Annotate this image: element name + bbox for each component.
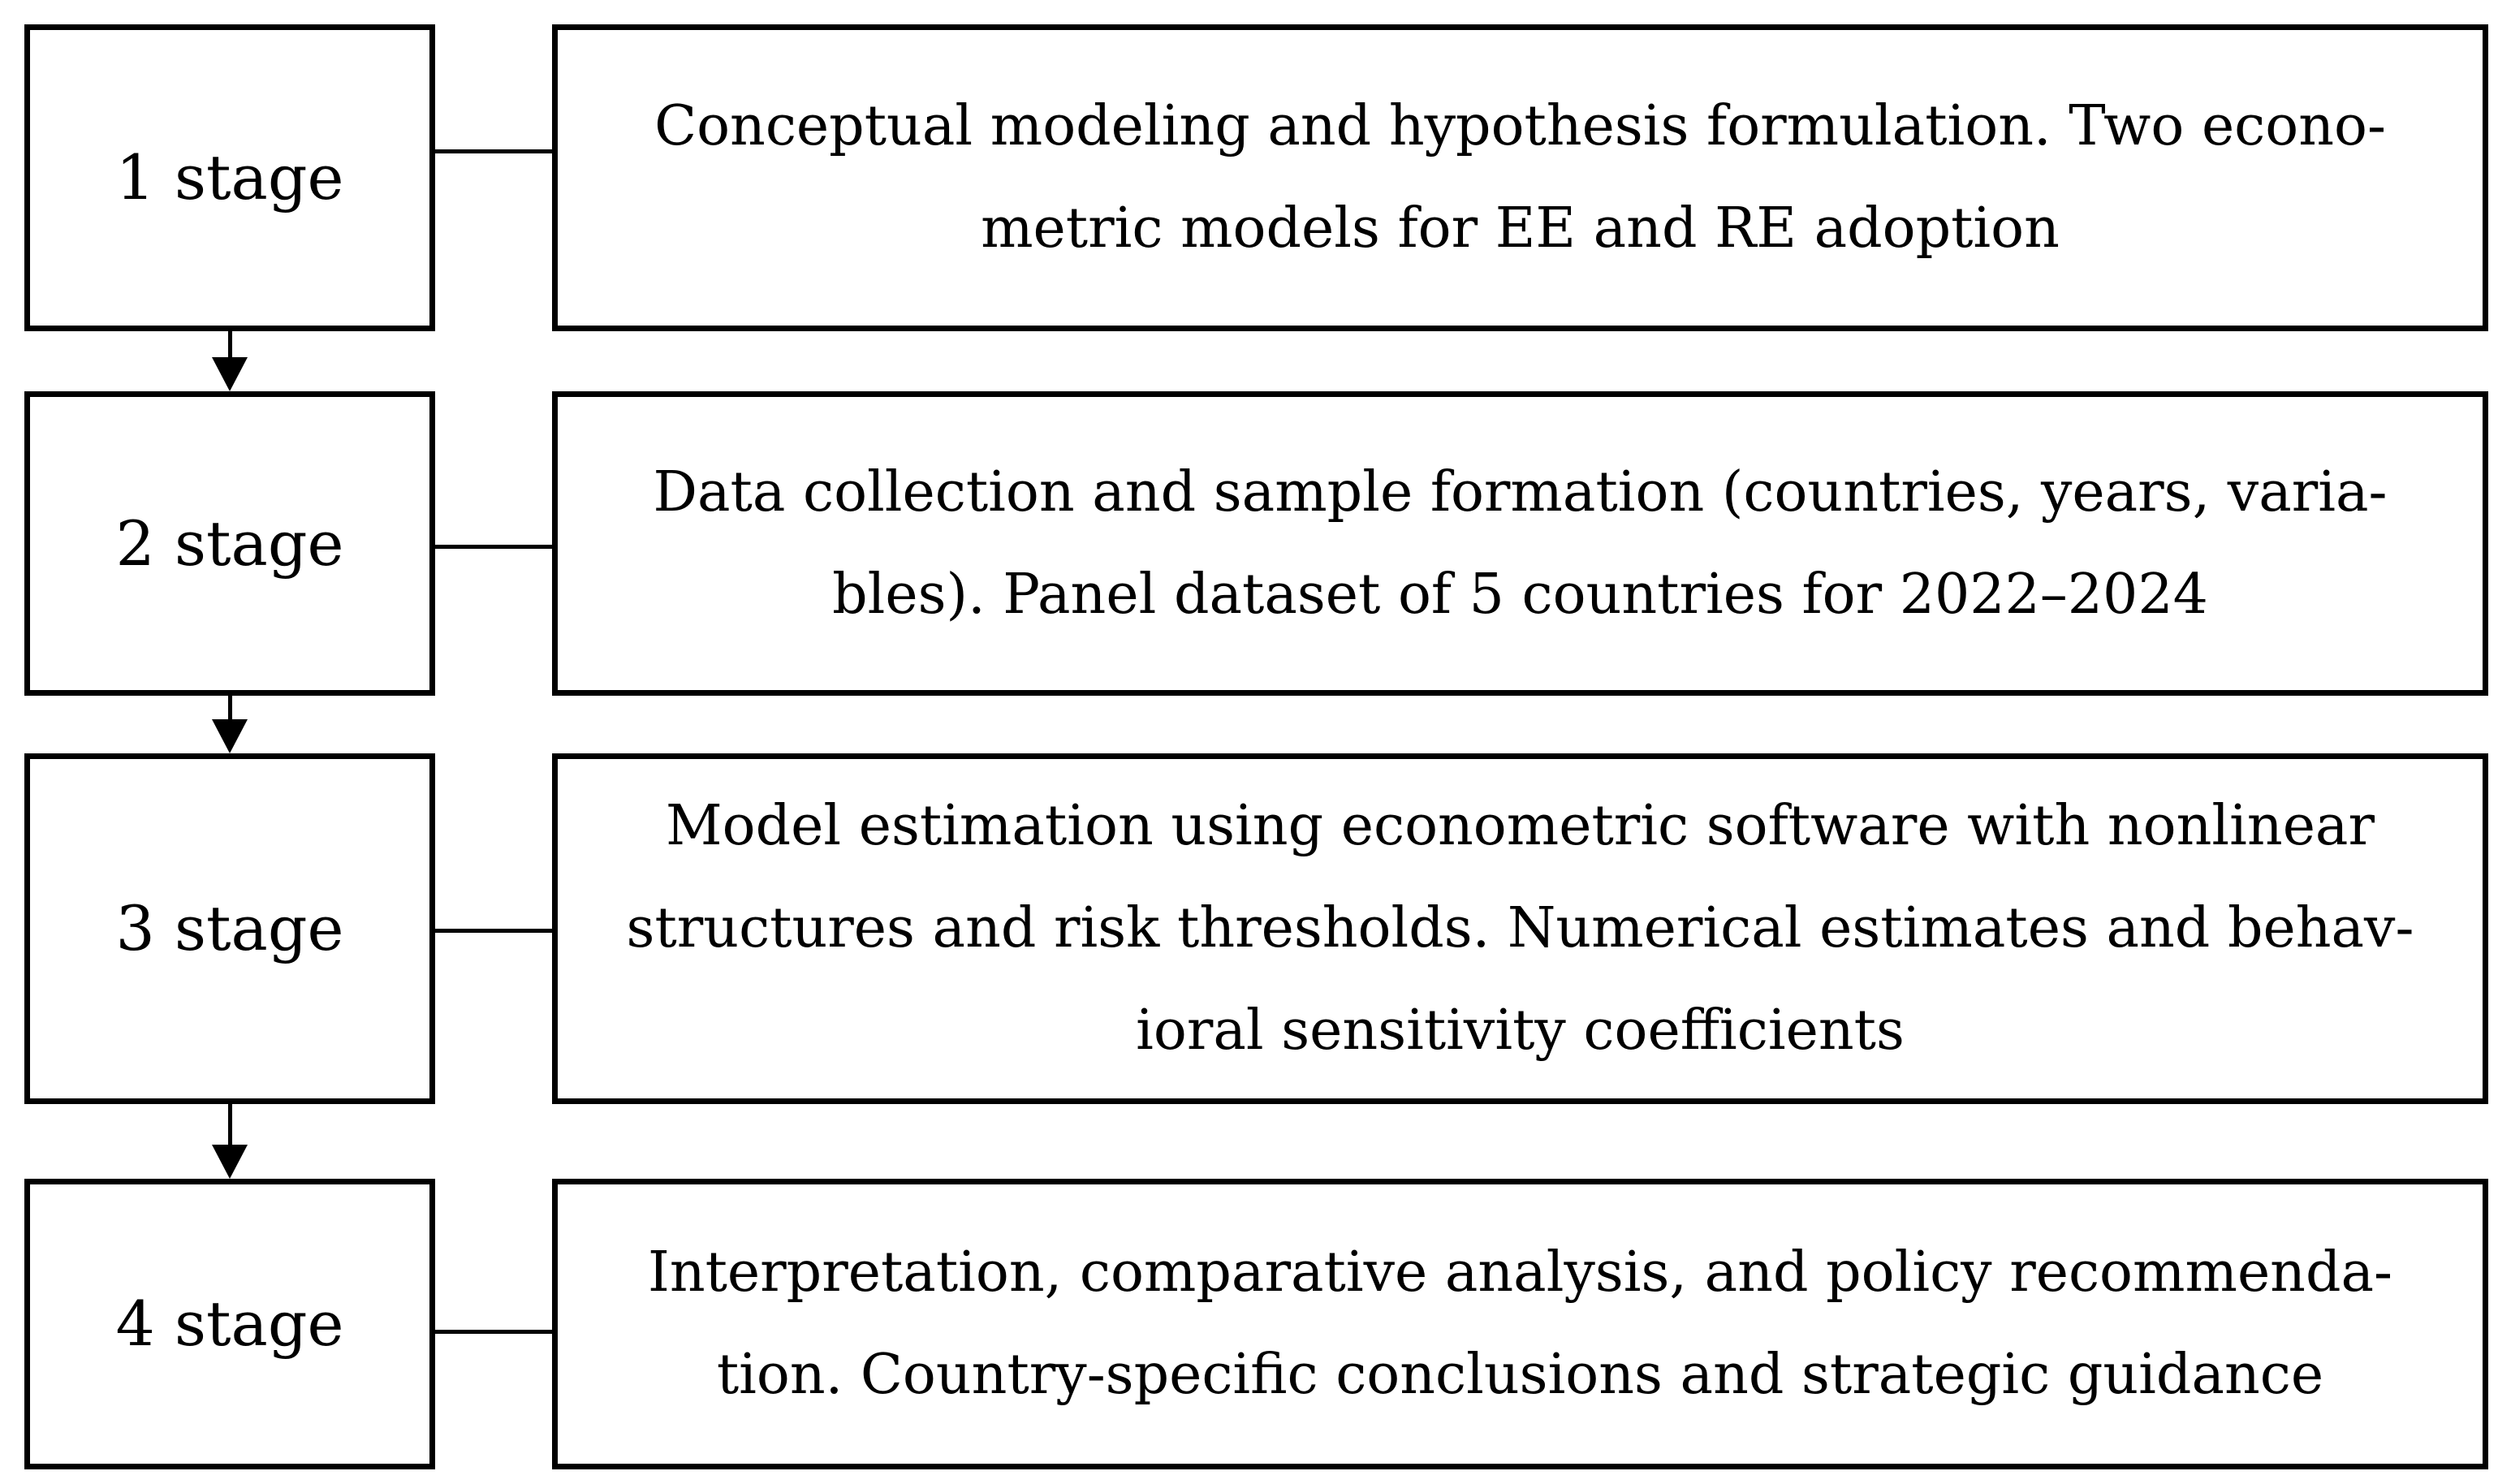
stage-2-description-box	[552, 391, 2488, 696]
stage-2-label: 2 stage	[115, 507, 344, 580]
stage-2-connector	[435, 545, 552, 549]
stage-2-box	[24, 391, 435, 696]
stage-4-box	[24, 1179, 435, 1469]
stage-3-description-line: ioral sensitivity coefficients	[1136, 999, 1905, 1063]
stage-4-description-line: tion. Country-specific conclusions and strategic guidance	[716, 1343, 2324, 1407]
stage-1-description-line: metric models for EE and RE adoption	[981, 196, 2060, 261]
stage-2-description-line: bles). Panel dataset of 5 countries for 2022–2024	[832, 562, 2208, 627]
stage-1-description-box	[552, 24, 2488, 331]
flow-arrow-2-3-head	[212, 719, 248, 753]
stage-1-description-line: Conceptual modeling and hypothesis formulation. Two econo-	[654, 94, 2386, 158]
stage-1-label: 1 stage	[115, 141, 344, 214]
stage-4-connector	[435, 1330, 552, 1334]
stage-3-label: 3 stage	[115, 892, 344, 964]
stage-4-description-line: Interpretation, comparative analysis, and policy recommenda-	[647, 1240, 2393, 1305]
stage-2-description-line: Data collection and sample formation (countries, years, varia-	[653, 459, 2388, 524]
stage-3-description-line: structures and risk thresholds. Numerical estimates and behav-	[626, 896, 2414, 960]
stage-3-connector	[435, 929, 552, 933]
stage-4-label: 4 stage	[115, 1288, 344, 1360]
stage-1-box	[24, 24, 435, 331]
stage-3-description	[627, 775, 2414, 1082]
stage-1-connector	[435, 149, 552, 153]
flow-arrow-1-2-head	[212, 357, 248, 391]
flow-arrow-1-2-shaft	[228, 331, 232, 359]
flow-arrow-2-3-shaft	[228, 696, 232, 720]
stage-4-description-box	[552, 1179, 2488, 1469]
stage-3-box	[24, 753, 435, 1104]
stage-3-description-box	[552, 753, 2488, 1104]
flow-arrow-3-4-shaft	[228, 1104, 232, 1146]
stage-1-description	[654, 75, 2386, 280]
stage-4-description	[648, 1222, 2392, 1426]
flow-arrow-3-4-head	[212, 1145, 248, 1179]
stage-2-description	[653, 442, 2387, 646]
stage-3-description-line: Model estimation using econometric software with nonlinear	[666, 794, 2375, 858]
